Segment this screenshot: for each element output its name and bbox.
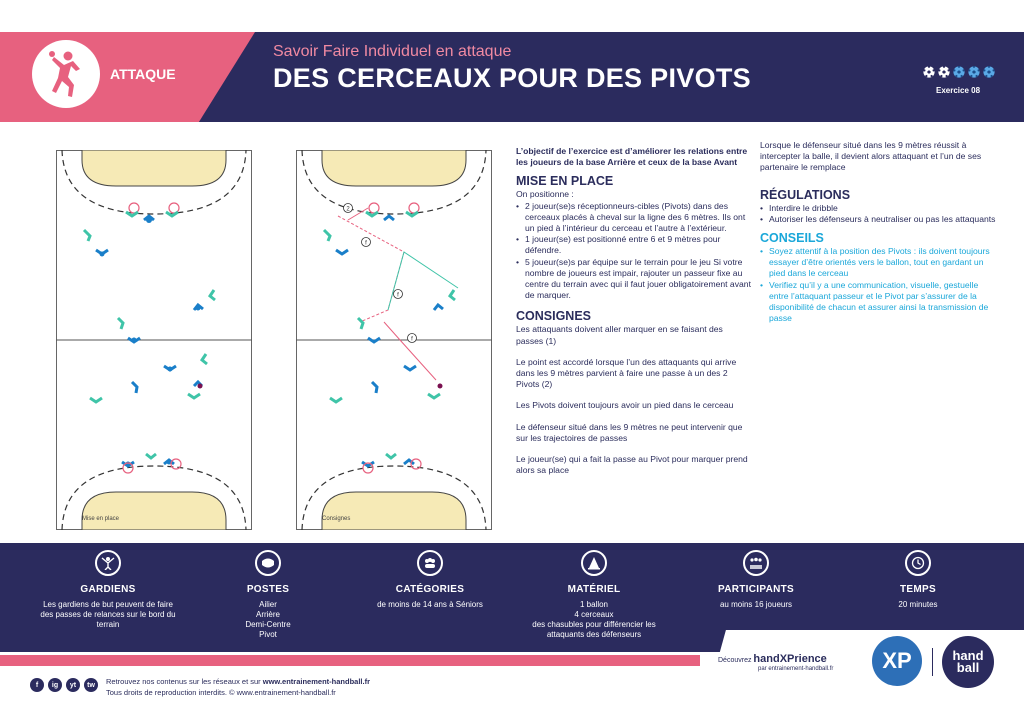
text-column-2 (760, 140, 996, 324)
conseils-section (760, 231, 996, 324)
consigne-5: Le joueur(se) qui a fait la passe au Pivot pour marquer prend alors sa place (516, 454, 748, 476)
difficulty-dot-filled (938, 66, 950, 78)
site-link[interactable]: www.entrainement-handball.fr (262, 677, 370, 686)
handball-logo[interactable]: hand ball (942, 636, 994, 688)
list-item: • 1 joueur(se) est positionné entre 6 et 9 mètres pour défendre. (516, 234, 752, 256)
info-title: MATÉRIEL (567, 584, 621, 595)
category-label: ATTAQUE (110, 66, 176, 82)
xp-logo[interactable]: XP (872, 636, 922, 686)
page-title: DES CERCEAUX POUR DES PIVOTS (273, 63, 751, 93)
positions-icon (255, 550, 281, 576)
info-goalkeepers (38, 550, 178, 630)
regulations-heading: RÉGULATIONS (760, 187, 851, 202)
mise-list (516, 201, 752, 302)
goalkeeper-icon (95, 550, 121, 576)
marker-f1: f (365, 240, 367, 247)
handxprience-logo[interactable] (718, 653, 833, 672)
mise-en-place-heading: MISE EN PLACE (516, 174, 614, 189)
clock-icon (905, 550, 931, 576)
info-title: GARDIENS (80, 584, 136, 595)
info-time (848, 550, 988, 610)
difficulty-ball-icon (923, 66, 935, 78)
footer-pink-band (0, 655, 700, 666)
instagram-icon[interactable]: ig (48, 678, 62, 692)
consignes-heading: CONSIGNES (516, 309, 592, 324)
info-title: POSTES (246, 584, 290, 595)
consigne-3: Les Pivots doivent toujours avoir un pied dans le cerceau (516, 400, 734, 411)
difficulty-ball-icon (983, 66, 995, 78)
hxp-by: par entrainement-handball.fr (758, 666, 834, 672)
youtube-icon[interactable]: yt (66, 678, 80, 692)
regulations-list (760, 203, 996, 225)
consigne-1: Les attaquants doivent aller marquer en se faisant des passes (1) (516, 324, 723, 346)
marker-f2: f (397, 292, 399, 299)
info-participants (686, 550, 826, 610)
discover-label: Découvrez (718, 657, 752, 664)
marker-2: 2 (346, 206, 350, 213)
difficulty-rating (923, 66, 995, 78)
difficulty-ball-icon (953, 66, 965, 78)
team-icon (743, 550, 769, 576)
hxp-brand: handXPrience (753, 653, 827, 665)
consigne-4: Le défenseur situé dans les 9 mètres ne peut intervenir que sur les trajectoires de passes (516, 421, 743, 443)
field-diagram-setup (56, 150, 252, 530)
text-column-1 (516, 146, 752, 476)
info-categories (360, 550, 500, 610)
difficulty-ball-icon (968, 66, 980, 78)
list-item: • Autoriser les défenseurs à neutraliser ou pas les attaquants (760, 214, 996, 225)
footer-line-1 (106, 677, 370, 686)
info-title: TEMPS (900, 584, 936, 595)
info-text: 1 ballon 4 cerceaux des chasubles pour différencier les attaquants des défenseurs (532, 600, 656, 639)
list-item: • 2 joueur(se)s réceptionneurs-cibles (Pivots) dans des cerceaux placés à cheval sur la ligne des 6 mètres. Ils ont un pied à l’intérieur du cerceau et l’autre à l’extérieur. (516, 201, 752, 235)
logo-divider (932, 648, 933, 676)
info-title: CATÉGORIES (395, 584, 465, 595)
list-item: • Verifiez qu’il y a une communication, visuelle, gestuelle entre l’attaquant passeur et le Pivot par s’assurer de la disponibilité de chacun et assurer ainsi la transmission de passe (760, 280, 996, 325)
info-text: au moins 16 joueurs (719, 600, 793, 609)
consigne-2: Le point est accordé lorsque l’un des attaquants qui arrive dans les 9 mètres parvient à faire une passe à un des 2 Pivots (2) (516, 356, 737, 390)
marker-f3: f (411, 336, 413, 343)
twitter-icon[interactable]: tw (84, 678, 98, 692)
footer-copyright: Tous droits de reproduction interdits. © www.entrainement-handball.fr (106, 688, 336, 697)
interception-text: Lorsque le défenseur situé dans les 9 mètres réussit à intercepter la balle, il devient alors attaquant et l’un de ses partenaire le remplace (760, 140, 982, 173)
conseils-list (760, 246, 996, 324)
info-text: 20 minutes (898, 600, 938, 609)
list-item: • 5 joueur(se)s par équipe sur le terrain pour le jeu Si votre nombre de joueurs est impair, rajouter un passeur fixe au centre du terrain avec qui il faut jouer obligatoirement avant de marquer. (516, 257, 752, 302)
difficulty-dot-empty (968, 66, 980, 78)
info-text: Les gardiens de but peuvent de faire des passes de relances sur le bord du terrain (40, 600, 176, 629)
difficulty-dot-empty (953, 66, 965, 78)
info-equipment (524, 550, 664, 640)
difficulty-dot-filled (923, 66, 935, 78)
group-icon (417, 550, 443, 576)
footer-line-1-text: Retrouvez nos contenus sur les réseaux et sur (106, 677, 263, 686)
info-positions (198, 550, 338, 640)
info-title: PARTICIPANTS (717, 584, 794, 595)
diagram-label-instructions: Consignes (322, 516, 351, 522)
objective-text: L’objectif de l’exercice est d’améliorer les relations entre les joueurs de la base Arrière et ceux de la base Avant (516, 146, 748, 168)
info-text: de moins de 14 ans à Séniors (377, 600, 483, 609)
mise-intro: On positionne : (516, 189, 574, 200)
cone-icon (581, 550, 607, 576)
exercise-number: Exercice 08 (936, 86, 981, 95)
list-item: • Interdire le dribble (760, 203, 996, 214)
field-diagram-instructions (296, 150, 492, 530)
list-item: • Soyez attentif à la position des Pivots : ils doivent toujours essayer d’être orientés vers le ballon, tout en gardant un pied dans le cerceau (760, 246, 996, 280)
social-links (30, 678, 98, 692)
info-text: Ailier Arrière Demi-Centre Pivot (245, 600, 291, 639)
facebook-icon[interactable]: f (30, 678, 44, 692)
conseils-heading: CONSEILS (760, 231, 824, 246)
handball-player-icon (32, 40, 100, 108)
page-subtitle: Savoir Faire Individuel en attaque (273, 43, 512, 60)
difficulty-dot-empty (983, 66, 995, 78)
diagram-label-setup: Mise en place (82, 516, 120, 522)
difficulty-ball-icon (938, 66, 950, 78)
